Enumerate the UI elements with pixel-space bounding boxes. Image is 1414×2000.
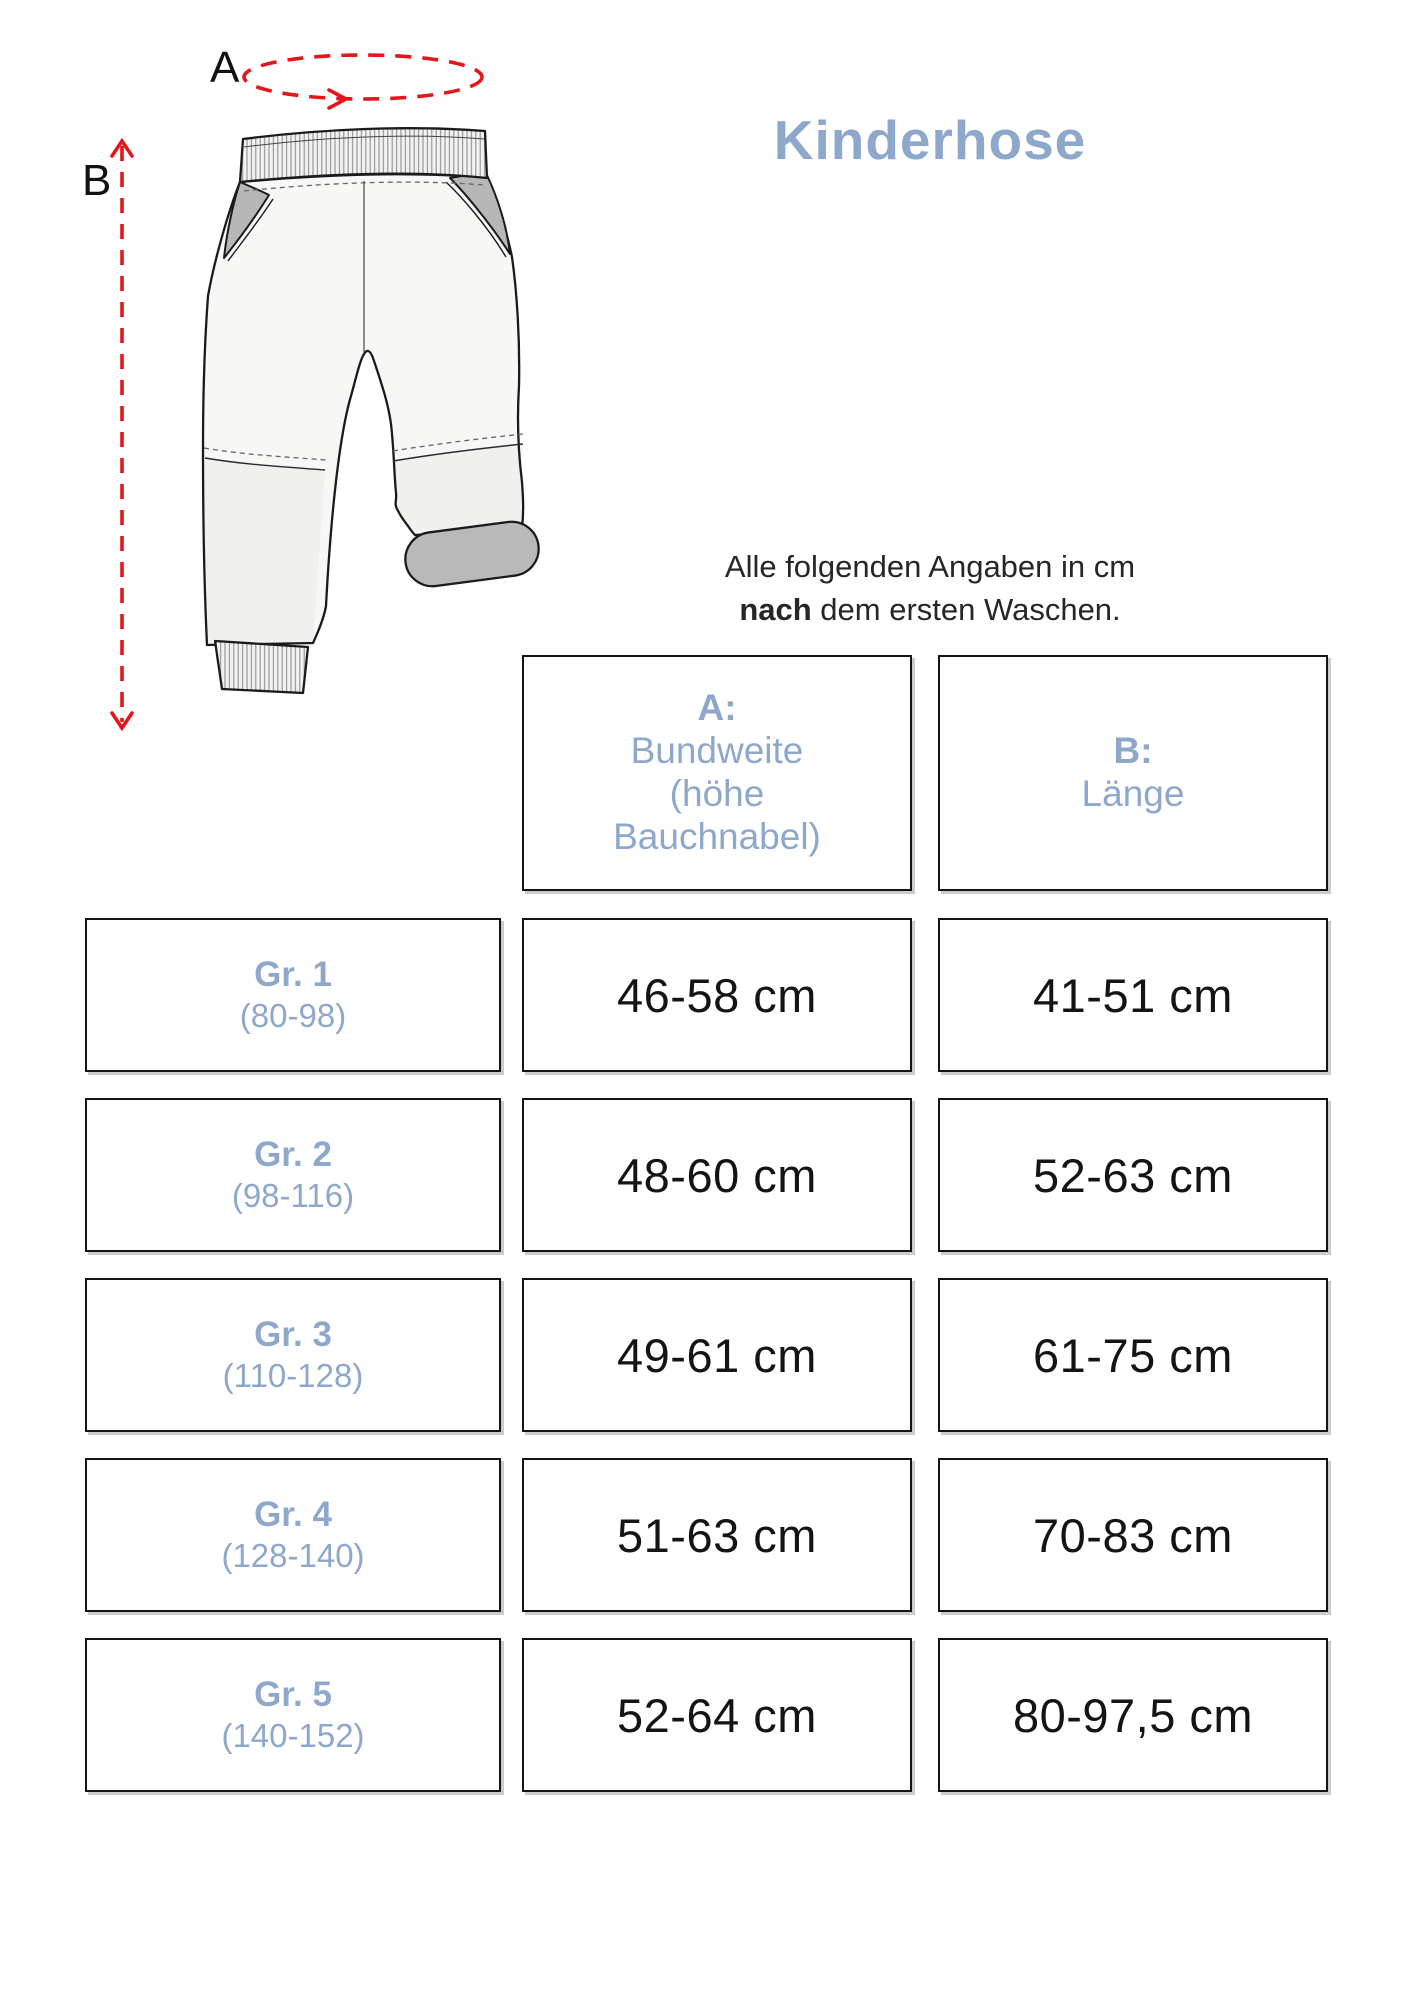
size-cell-gr1 xyxy=(85,918,501,1072)
value-a-gr2 xyxy=(522,1098,912,1252)
size-label: Gr. 1 xyxy=(254,954,332,994)
size-range: (140-152) xyxy=(221,1717,365,1755)
size-cell-gr3 xyxy=(85,1278,501,1432)
size-cell-gr4 xyxy=(85,1458,501,1612)
header-a-line2: (höhe xyxy=(669,773,765,814)
lower-leg-shade-left xyxy=(203,458,325,645)
page-title: Kinderhose xyxy=(773,109,1087,171)
value-a: 52-64 cm xyxy=(617,1688,817,1742)
value-a-gr4 xyxy=(522,1458,912,1612)
header-a-line3: Bauchnabel) xyxy=(613,815,821,857)
value-b-gr1 xyxy=(938,918,1328,1072)
value-a-gr3 xyxy=(522,1278,912,1432)
value-b: 80-97,5 cm xyxy=(1012,1688,1254,1742)
header-b-line1: Länge xyxy=(1081,773,1185,814)
value-b-gr2 xyxy=(938,1098,1328,1252)
value-a: 49-61 cm xyxy=(617,1328,817,1382)
size-range: (80-98) xyxy=(239,997,347,1035)
measure-a-label: A xyxy=(210,43,240,92)
value-a-gr5 xyxy=(522,1638,912,1792)
value-a: 51-63 cm xyxy=(617,1508,817,1562)
value-a-gr1 xyxy=(522,918,912,1072)
value-b: 61-75 cm xyxy=(1033,1328,1233,1382)
value-b-gr3 xyxy=(938,1278,1328,1432)
size-label: Gr. 2 xyxy=(254,1134,332,1174)
note-rest: dem ersten Waschen. xyxy=(811,591,1121,627)
value-a: 46-58 cm xyxy=(617,968,817,1022)
size-range: (128-140) xyxy=(221,1537,365,1575)
note-line1: Alle folgenden Angaben in cm xyxy=(724,549,1136,584)
size-cell-gr5 xyxy=(85,1638,501,1792)
value-b: 41-51 cm xyxy=(1033,968,1233,1022)
note-bold-word: nach xyxy=(739,591,812,627)
header-cell-b xyxy=(938,655,1328,891)
header-b-key: B: xyxy=(1113,730,1153,772)
measure-b-label: B xyxy=(82,156,112,205)
waist-measure-ellipse xyxy=(244,55,482,99)
size-cell-gr2 xyxy=(85,1098,501,1252)
value-b-gr5 xyxy=(938,1638,1328,1792)
ankle-cuff xyxy=(215,641,308,693)
size-label: Gr. 4 xyxy=(254,1494,332,1534)
measurement-note xyxy=(640,546,1220,632)
header-a-key: A: xyxy=(697,687,737,729)
value-b: 52-63 cm xyxy=(1033,1148,1233,1202)
size-range: (98-116) xyxy=(231,1177,355,1215)
pants-diagram xyxy=(60,30,600,740)
header-cell-a xyxy=(522,655,912,891)
waistband xyxy=(240,128,487,182)
size-range: (110-128) xyxy=(222,1357,364,1395)
header-a-line1: Bundweite xyxy=(630,730,804,772)
size-label: Gr. 3 xyxy=(254,1314,332,1354)
value-a: 48-60 cm xyxy=(617,1148,817,1202)
size-label: Gr. 5 xyxy=(254,1674,332,1714)
value-b-gr4 xyxy=(938,1458,1328,1612)
value-b: 70-83 cm xyxy=(1033,1508,1233,1562)
